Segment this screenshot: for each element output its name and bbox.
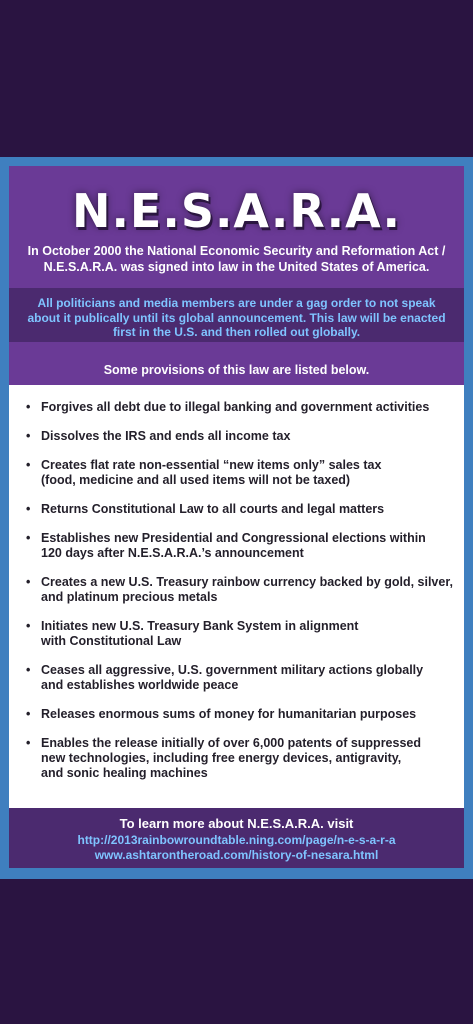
provision-text: Creates flat rate non-essential “new items only” sales tax (food, medicine and all used items will not be taxed): [41, 458, 382, 487]
provision-text: Releases enormous sums of money for humanitarian purposes: [41, 707, 417, 721]
hero-banner: [9, 166, 464, 356]
provision-text: Dissolves the IRS and ends all income tax: [41, 429, 291, 443]
poster-title: N.E.S.A.R.A.: [71, 184, 402, 238]
provision-text: Creates a new U.S. Treasury rainbow currency backed by gold, silver, and platinum precious metals: [41, 575, 453, 604]
poster-frame: [0, 157, 473, 879]
provision-text: Establishes new Presidential and Congressional elections within 120 days after N.E.S.A.R.A.’s announcement: [41, 531, 426, 560]
footer-link-rainbow-roundtable[interactable]: http://2013rainbowroundtable.ning.com/page/n-e-s-a-r-a: [77, 833, 396, 847]
list-item: [25, 429, 455, 444]
provision-text: Ceases all aggressive, U.S. government military actions globally and establishes worldwide peace: [41, 663, 424, 692]
gag-notice-text: All politicians and media members are under a gag order to not speak about it publically until its global announcement. This law will be enacted first in the U.S. and then rolled out globally.: [27, 296, 446, 339]
list-item: [25, 707, 455, 722]
list-item: [25, 400, 455, 415]
footer-lead-text: To learn more about N.E.S.A.R.A. visit: [119, 816, 354, 831]
provisions-heading: Some provisions of this law are listed below.: [103, 363, 370, 377]
bullet-icon: •: [26, 502, 31, 516]
provision-text: Enables the release initially of over 6,000 patents of suppressed new technologies, including free energy devices, antigravity, and sonic healing machines: [41, 736, 422, 780]
nesara-poster: [9, 166, 464, 868]
bullet-icon: •: [26, 531, 31, 545]
provision-text: Forgives all debt due to illegal banking and government activities: [41, 400, 430, 414]
gag-notice-box: [9, 288, 464, 342]
provision-text: Returns Constitutional Law to all courts and legal matters: [41, 502, 385, 516]
provision-text: Initiates new U.S. Treasury Bank System in alignment with Constitutional Law: [41, 619, 359, 648]
bullet-icon: •: [26, 707, 31, 721]
intro-text: In October 2000 the National Economic Security and Reformation Act / N.E.S.A.R.A. was signed into law in the United States of America.: [27, 244, 446, 274]
bullet-icon: •: [26, 663, 31, 677]
list-item: [25, 458, 455, 488]
list-item: [25, 502, 455, 517]
footer-box: [9, 808, 464, 868]
bullet-icon: •: [26, 619, 31, 633]
bullet-icon: •: [26, 575, 31, 589]
bullet-icon: •: [26, 429, 31, 443]
list-item: [25, 575, 455, 605]
list-item: [25, 736, 455, 781]
bullet-icon: •: [26, 458, 31, 472]
list-item: [25, 531, 455, 561]
footer-link-ashtar[interactable]: www.ashtarontheroad.com/history-of-nesara.html: [94, 848, 379, 862]
bullet-icon: •: [26, 736, 31, 750]
bullet-icon: •: [26, 400, 31, 414]
list-item: [25, 663, 455, 693]
list-item: [25, 619, 455, 649]
provisions-list: [25, 400, 455, 795]
provisions-heading-bar: [9, 356, 464, 385]
